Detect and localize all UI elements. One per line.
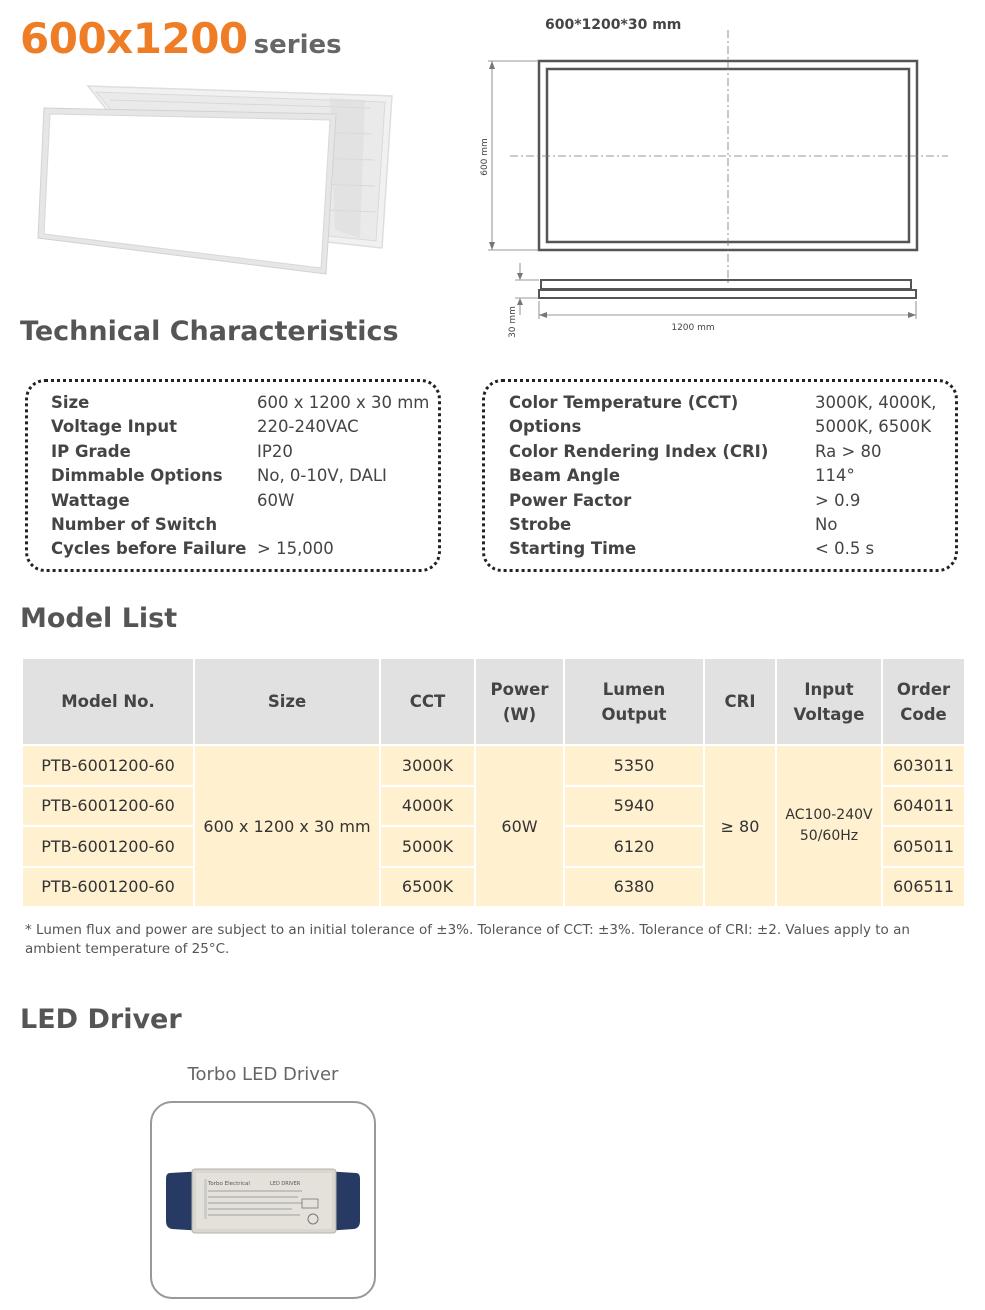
spec-row (509, 391, 945, 440)
model-table-header (22, 658, 965, 745)
spec-key: IP Grade (51, 441, 131, 461)
col-power (475, 658, 564, 745)
panel-front-image (38, 108, 336, 274)
spec-key: Number of Switch (51, 515, 218, 535)
order-code-cell: 605011 (882, 826, 965, 867)
spec-table-right (509, 391, 945, 562)
col-lumen-line1: Lumen (602, 679, 666, 699)
height-dimension (488, 61, 539, 250)
col-size: Size (194, 658, 380, 745)
depth-dimension (515, 263, 539, 315)
spec-value-line: 3000K, 4000K, (815, 393, 937, 412)
spec-value: > 0.9 (815, 490, 861, 510)
spec-box-left (25, 379, 441, 572)
spec-row (51, 537, 437, 561)
spec-row (51, 489, 437, 513)
driver-type-text: LED DRIVER (270, 1181, 301, 1187)
model-no-cell: PTB-6001200-60 (22, 745, 194, 786)
width-dimension (539, 301, 916, 319)
spec-row (509, 489, 945, 513)
spec-key: Cycles before Failure (51, 539, 247, 559)
spec-row (509, 464, 945, 488)
spec-value: No, 0-10V, DALI (257, 466, 387, 486)
spec-value: 600 x 1200 x 30 mm (257, 393, 430, 412)
cct-cell: 4000K (380, 786, 475, 827)
spec-row (509, 513, 945, 537)
model-no-cell: PTB-6001200-60 (22, 826, 194, 867)
col-order-line1: Order (896, 679, 951, 699)
side-view-top (541, 280, 911, 289)
spec-key: Power Factor (509, 490, 632, 510)
cri-cell: ≥ 80 (704, 745, 776, 907)
spec-value: Ra > 80 (815, 441, 882, 461)
spec-row (51, 440, 437, 464)
col-lumen-line2: Output (601, 704, 667, 724)
col-order-line2: Code (900, 704, 947, 724)
spec-key: Color Rendering Index (CRI) (509, 441, 769, 461)
col-input-line2: Voltage (793, 704, 865, 724)
spec-row (51, 415, 437, 439)
spec-value: 114° (815, 466, 855, 486)
spec-value: No (815, 515, 838, 535)
height-label: 600 mm (480, 138, 490, 176)
spec-value-line: 5000K, 6500K (815, 417, 932, 437)
input-voltage-line1: AC100-240V (785, 807, 873, 823)
spec-table-left (51, 391, 437, 562)
cct-cell: 3000K (380, 745, 475, 786)
spec-key: Size (51, 393, 90, 412)
spec-box-right (482, 379, 958, 572)
spec-value (815, 391, 945, 440)
input-voltage-line2: 50/60Hz (799, 828, 859, 844)
panel-photo (30, 78, 400, 284)
spec-key: Voltage Input (51, 417, 177, 437)
driver-image (152, 1103, 374, 1297)
lumen-cell: 5350 (564, 745, 704, 786)
col-input-voltage (776, 658, 882, 745)
depth-label: 30 mm (508, 306, 518, 338)
col-lumen (564, 658, 704, 745)
order-code-cell: 603011 (882, 745, 965, 786)
spec-key: Starting Time (509, 539, 637, 559)
col-power-line2: (W) (502, 704, 537, 724)
driver-image-frame (150, 1101, 376, 1299)
col-input-line1: Input (804, 679, 854, 699)
spec-row (51, 513, 437, 537)
driver-brand-text: Torbo Electrical (208, 1181, 250, 1187)
model-no-cell: PTB-6001200-60 (22, 786, 194, 827)
dimension-drawing (470, 25, 970, 345)
model-no-cell: PTB-6001200-60 (22, 867, 194, 908)
spec-key: Strobe (509, 515, 572, 535)
width-label: 1200 mm (671, 323, 715, 333)
spec-key: Color Temperature (CCT) Options (509, 393, 739, 437)
spec-key: Beam Angle (509, 466, 621, 486)
lumen-cell: 5940 (564, 786, 704, 827)
series-label: series (253, 30, 342, 60)
col-cri: CRI (704, 658, 776, 745)
size-cell: 600 x 1200 x 30 mm (194, 745, 380, 907)
spec-value: 60W (257, 490, 295, 510)
col-power-line1: Power (490, 679, 549, 699)
power-cell: 60W (475, 745, 564, 907)
spec-value: > 15,000 (257, 539, 334, 559)
led-driver-heading: LED Driver (20, 1004, 182, 1035)
spec-row (509, 537, 945, 561)
technical-heading: Technical Characteristics (20, 316, 399, 347)
page-title (20, 14, 342, 63)
cct-cell: 6500K (380, 867, 475, 908)
spec-row (509, 440, 945, 464)
order-code-cell: 606511 (882, 867, 965, 908)
driver-caption: Torbo LED Driver (187, 1064, 339, 1085)
col-cct: CCT (380, 658, 475, 745)
spec-value: IP20 (257, 441, 293, 461)
input-voltage-cell (776, 745, 882, 907)
col-order-code (882, 658, 965, 745)
table-row (22, 745, 965, 786)
model-table (21, 657, 966, 908)
order-code-cell: 604011 (882, 786, 965, 827)
spec-value: 220-240VAC (257, 417, 359, 437)
tolerance-footnote: * Lumen flux and power are subject to an initial tolerance of ±3%. Tolerance of CCT: ±3%. Tolerance of CRI: ±2. Values apply to an ambient temperature of 25°C. (25, 922, 910, 957)
spec-row (51, 391, 437, 415)
lumen-cell: 6120 (564, 826, 704, 867)
spec-key: Wattage (51, 490, 130, 510)
cct-cell: 5000K (380, 826, 475, 867)
spec-value (257, 513, 437, 537)
series-size-label: 600x1200 (20, 14, 248, 63)
spec-key: Dimmable Options (51, 466, 223, 486)
model-list-heading: Model List (20, 603, 178, 634)
spec-value: < 0.5 s (815, 539, 875, 559)
drawing-title: 600*1200*30 mm (545, 17, 682, 33)
side-view-base (539, 290, 916, 298)
lumen-cell: 6380 (564, 867, 704, 908)
col-model-no: Model No. (22, 658, 194, 745)
spec-row (51, 464, 437, 488)
